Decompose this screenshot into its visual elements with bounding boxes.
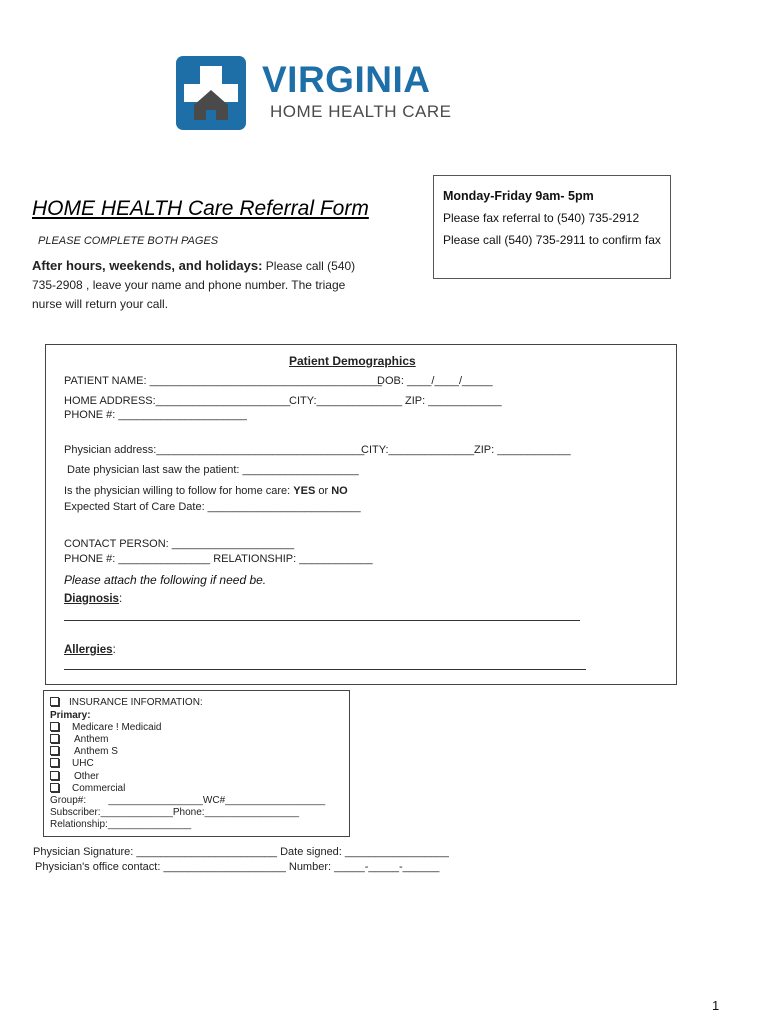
office-hours-box [433, 175, 671, 279]
phone-field[interactable]: PHONE #: _____________________ [64, 409, 247, 421]
physician-signature-field[interactable]: Physician Signature: _______________________ Date signed: _________________ [33, 846, 449, 858]
insurance-option-label: Medicare ! Medicaid [72, 722, 162, 733]
physician-willing-question [64, 484, 348, 498]
after-hours-lead: After hours, weekends, and holidays: [32, 258, 263, 273]
confirm-fax-line: Please call (540) 735-2911 to confirm fax [443, 233, 661, 247]
relationship-field[interactable]: Relationship:_______________ [50, 819, 192, 830]
insurance-option[interactable] [50, 758, 94, 770]
fax-referral-line: Please fax referral to (540) 735-2912 [443, 211, 640, 225]
insurance-option-label: Commercial [72, 783, 126, 794]
no-option[interactable]: NO [331, 485, 348, 497]
allergies-colon: : [112, 644, 116, 656]
checkbox-icon[interactable] [50, 746, 59, 755]
patient-name-field[interactable]: PATIENT NAME: ______________________________________ [64, 375, 383, 387]
insurance-option[interactable] [50, 771, 99, 783]
zip-field[interactable]: ZIP: ____________ [405, 395, 502, 407]
contact-person-field[interactable]: CONTACT PERSON: ____________________ [64, 538, 295, 550]
insurance-option-label: Anthem S [74, 746, 118, 757]
physician-zip-field[interactable]: ZIP: ____________ [474, 444, 571, 456]
insurance-option-label: UHC [72, 758, 94, 769]
insurance-header [50, 697, 203, 709]
or-text: or [315, 485, 332, 497]
attach-note: Please attach the following if need be. [64, 573, 267, 587]
diagnosis-text: Diagnosis [64, 593, 119, 605]
contact-phone-relationship-field[interactable]: PHONE #: _______________ RELATIONSHIP: ____________ [64, 553, 373, 565]
office-hours-title: Monday-Friday 9am- 5pm [443, 189, 594, 203]
form-title: HOME HEALTH Care Referral Form [32, 197, 369, 220]
insurance-option-label: Anthem [74, 734, 109, 745]
checkbox-icon[interactable] [50, 722, 59, 731]
complete-both-pages-note: PLEASE COMPLETE BOTH PAGES [38, 235, 219, 247]
logo-subtitle: HOME HEALTH CARE [270, 102, 452, 121]
page-number: 1 [712, 998, 720, 1013]
group-wc-field[interactable]: Group#: _________________WC#__________________ [50, 795, 326, 806]
after-hours-text: Please call (540) 735-2908 , leave your name and phone number. The triage nurse will return your call. [32, 259, 356, 311]
physician-address-field[interactable]: Physician address:__________________________________ [64, 444, 365, 456]
dob-field[interactable]: DOB: ____/____/_____ [377, 375, 493, 387]
diagnosis-label [64, 592, 122, 606]
insurance-option[interactable] [50, 734, 108, 746]
checkbox-icon[interactable] [50, 783, 59, 792]
office-contact-field[interactable]: Physician's office contact: ____________________ Number: _____-_____-______ [35, 861, 440, 873]
allergies-line[interactable] [64, 669, 586, 670]
allergies-label [64, 643, 116, 657]
patient-demographics-title: Patient Demographics [289, 354, 416, 368]
willing-question-text: Is the physician willing to follow for home care: [64, 485, 294, 497]
subscriber-phone-field[interactable]: Subscriber:_____________Phone:_________________ [50, 807, 300, 818]
insurance-option[interactable] [50, 722, 161, 734]
logo-brand-name: VIRGINIA [262, 59, 431, 100]
checkbox-icon[interactable] [50, 771, 59, 780]
insurance-option[interactable] [50, 783, 125, 795]
physician-city-field[interactable]: CITY:______________ [361, 444, 475, 456]
cross-house-icon [176, 56, 246, 130]
diagnosis-line[interactable] [64, 620, 580, 621]
checkbox-icon[interactable] [50, 734, 59, 743]
home-address-field[interactable]: HOME ADDRESS:______________________ [64, 395, 291, 407]
after-hours-notice [32, 256, 372, 314]
insurance-header-text: INSURANCE INFORMATION: [69, 697, 203, 708]
checkbox-icon[interactable] [50, 758, 59, 767]
insurance-checkbox[interactable] [50, 697, 59, 706]
yes-option[interactable]: YES [293, 485, 316, 497]
start-of-care-field[interactable]: Expected Start of Care Date: _________________________ [64, 501, 361, 513]
primary-label: Primary: [50, 710, 91, 721]
diagnosis-colon: : [118, 593, 123, 605]
insurance-option[interactable] [50, 746, 118, 758]
insurance-option-label: Other [74, 771, 100, 782]
allergies-text: Allergies [64, 644, 113, 656]
last-saw-patient-field[interactable]: Date physician last saw the patient: ___________________ [67, 464, 359, 476]
city-field[interactable]: CITY:______________ [289, 395, 403, 407]
